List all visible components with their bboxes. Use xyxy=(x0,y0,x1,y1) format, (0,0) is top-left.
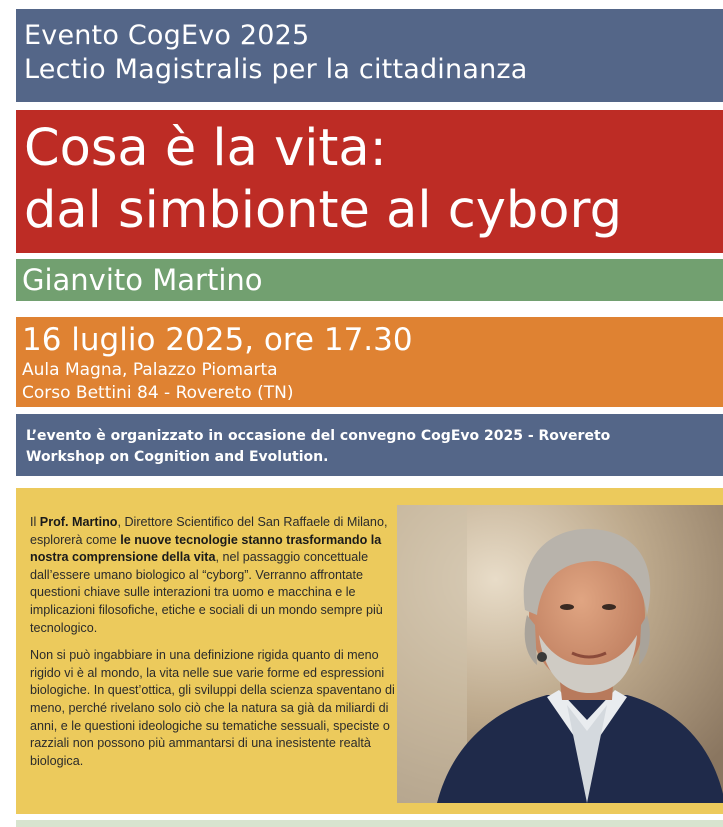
description-paragraph-2: Non si può ingabbiare in una definizione rigida quanto di meno rigido vi è al mondo, la vita nelle sue varie forme ed espressioni biologiche. In quest’ottica, gli sviluppi della scienza spaventano di meno, perché rivelano solo ciò che la natura sa già da miliardi di anni, e le questioni ideologiche su tematiche sessuali, speciste o razziali non possono più ammantarsi di una inesistente realtà biologica. xyxy=(30,648,395,768)
date-venue-band xyxy=(16,317,723,407)
speaker-portrait-illustration xyxy=(397,505,723,803)
bold-run-topic: le nuove tecnologie stanno trasformando la nostra comprensione della vita xyxy=(30,532,382,565)
speaker-name: Gianvito Martino xyxy=(22,263,263,297)
event-date-time: 16 luglio 2025, ore 17.30 xyxy=(22,322,413,358)
text-run: , nel passaggio concettuale dall’essere umano biologico al “cyborg”. Verranno affrontate questioni chiave sulle interazioni tra uomo e macchina e le implicazioni filosofiche, etiche e sociali di un mondo sempre più tecnologico. xyxy=(30,550,383,635)
event-header-band xyxy=(16,9,723,102)
lecture-title-line-2: dal simbionte al cyborg xyxy=(24,181,622,240)
lecture-title-line-1: Cosa è la vita: xyxy=(24,119,387,178)
description-paragraph-1 xyxy=(30,514,398,637)
text-run: , Direttore Scientifico del San Raffaele di Milano, esplorerà come xyxy=(30,515,388,547)
event-subtitle: Lectio Magistralis per la cittadinanza xyxy=(24,54,528,85)
venue-address: Corso Bettini 84 - Rovereto (TN) xyxy=(22,383,294,403)
lecture-title-band xyxy=(16,110,723,253)
text-run: Il xyxy=(30,515,40,529)
bottom-divider xyxy=(16,820,723,827)
venue-name: Aula Magna, Palazzo Piomarta xyxy=(22,360,278,380)
description-panel xyxy=(16,488,723,814)
speaker-band xyxy=(16,259,723,301)
description-text xyxy=(30,514,398,780)
bold-run-speaker: Prof. Martino xyxy=(39,515,118,529)
notice-line-1: L’evento è organizzato in occasione del convegno CogEvo 2025 - Rovereto xyxy=(26,428,611,444)
notice-band xyxy=(16,414,723,476)
event-name: Evento CogEvo 2025 xyxy=(24,20,310,51)
speaker-photo xyxy=(397,505,723,803)
notice-line-2: Workshop on Cognition and Evolution. xyxy=(26,449,329,465)
